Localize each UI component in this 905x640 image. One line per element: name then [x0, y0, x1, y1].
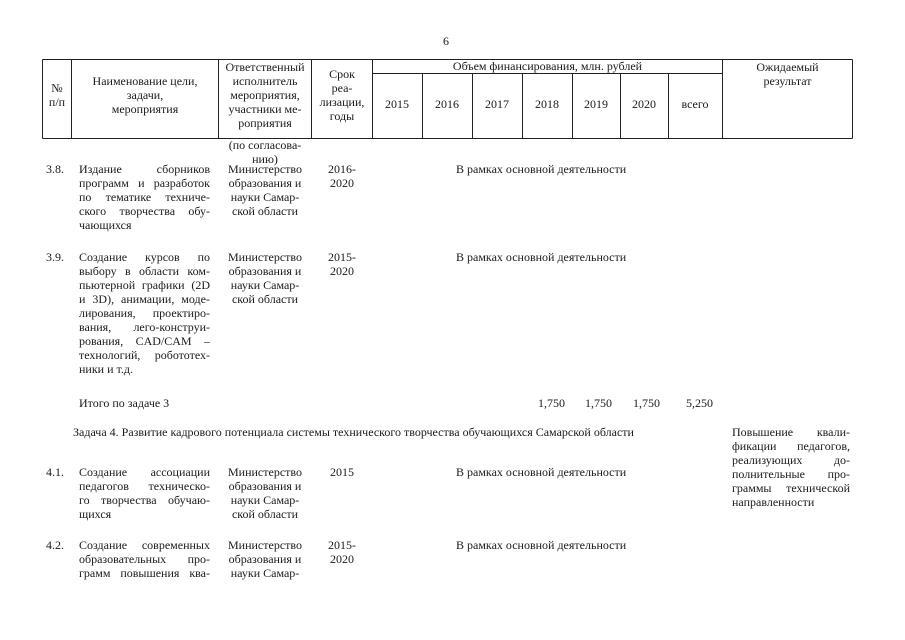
row-3-9-num: 3.9. [46, 250, 64, 264]
total3-2019: 1,750 [585, 396, 612, 410]
row-4-1-financing: В рамках основной деятельности [456, 465, 627, 479]
header-name: Наименование цели, задачи, мероприятия [92, 74, 198, 116]
header-result: Ожидаемый результат [756, 60, 819, 88]
row-3-8-term: 2016- 2020 [328, 162, 356, 190]
row-4-2-term: 2015- 2020 [328, 538, 356, 566]
row-4-2-name: Создание современных образовательных про- грамм повышения ква- [79, 538, 210, 580]
row-4-2-num: 4.2. [46, 538, 64, 552]
task4-title: Задача 4. Развитие кадрового потенциала системы технического творчества обучающихся Самарской области [73, 425, 634, 439]
header-financing-title: Объем финансирования, млн. рублей [452, 59, 643, 73]
task4-result: Повышение квали- фикации педагогов, реализующих до- полнительные про- граммы технической направленности [732, 425, 850, 509]
page-number: 6 [443, 34, 449, 48]
row-4-2-financing: В рамках основной деятельности [456, 538, 627, 552]
header-year-2017: 2017 [485, 97, 509, 111]
row-3-9-name: Создание курсов по выбору в области ком- пьютерной графики (2D и 3D), анимации, моде- лирования, проектиро- вания, лего-конструи- рования, CAD/CAM – технологий, робототех- ники и т.д. [79, 250, 210, 376]
total3-2018: 1,750 [538, 396, 565, 410]
row-3-9-financing: В рамках основной деятельности [456, 250, 627, 264]
row-4-1-num: 4.1. [46, 465, 64, 479]
row-3-8-num: 3.8. [46, 162, 64, 176]
header-total: всего [681, 97, 709, 111]
header-executor: Ответственный исполнитель мероприятия, участники ме- роприятия [225, 60, 305, 130]
total3-label: Итого по задаче 3 [79, 396, 170, 410]
row-4-1-term: 2015 [330, 465, 354, 479]
row-3-9-term: 2015- 2020 [328, 250, 356, 278]
row-3-9-executor: Министерство образования и науки Самар- ской области [228, 250, 302, 306]
header-year-2016: 2016 [435, 97, 459, 111]
row-4-1-name: Создание ассоциации педагогов техническо- го творчества обучаю- щихся [79, 465, 210, 521]
header-num: № п/п [48, 81, 66, 109]
row-3-8-financing: В рамках основной деятельности [456, 162, 627, 176]
total3-2020: 1,750 [633, 396, 660, 410]
header-year-2018: 2018 [535, 97, 559, 111]
row-4-2-executor: Министерство образования и науки Самар- [228, 538, 302, 580]
header-year-2019: 2019 [584, 97, 608, 111]
total3-total: 5,250 [686, 396, 713, 410]
row-3-8-name: Издание сборников программ и разработок по тематике техниче- ского творчества обу- чающихся [79, 162, 210, 232]
header-term: Срок реа- лизации, годы [319, 67, 365, 123]
row-3-8-executor: Министерство образования и науки Самар- ской области [228, 162, 302, 218]
row-4-1-executor: Министерство образования и науки Самар- ской области [228, 465, 302, 521]
header-year-2020: 2020 [632, 97, 656, 111]
header-year-2015: 2015 [385, 97, 409, 111]
carryover-text: (по согласова- нию) [228, 138, 302, 166]
